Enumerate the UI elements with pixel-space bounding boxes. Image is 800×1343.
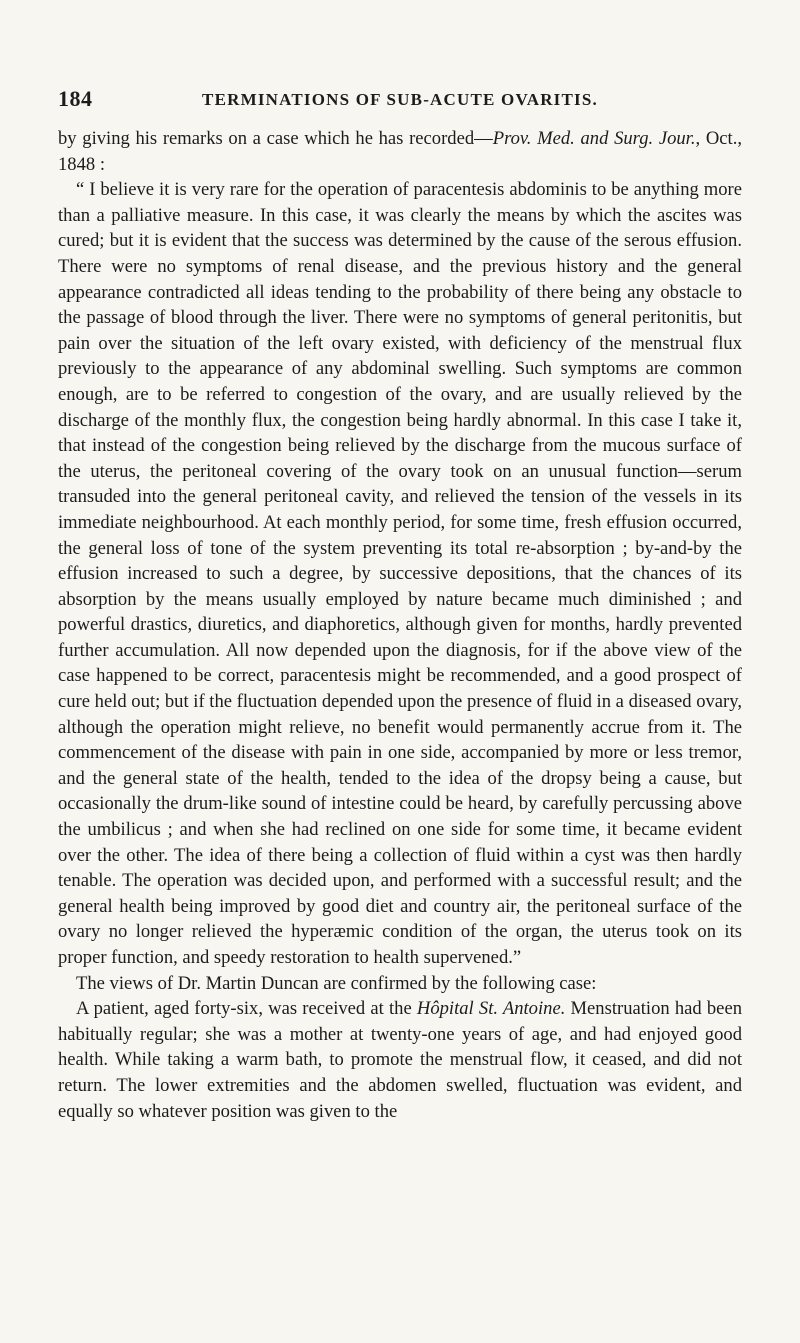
page-header <box>58 86 742 112</box>
running-title: TERMINATIONS OF SUB-ACUTE OVARITIS. <box>202 90 598 109</box>
transition-paragraph: The views of Dr. Martin Duncan are confirmed by the following case: <box>76 972 597 994</box>
journal-citation: Prov. Med. and Surg. Jour. <box>492 128 696 149</box>
hospital-name: Hôpital St. Antoine. <box>416 998 566 1020</box>
case-paragraph <box>58 996 742 1124</box>
page-number: 184 <box>58 86 93 111</box>
intro-text: by giving his remarks on a case which he has recorded— <box>58 128 493 149</box>
body-text <box>58 126 742 1124</box>
case-start: A patient, aged forty-six, was received at the <box>76 998 417 1020</box>
citation-date: , Oct., 1848 : <box>58 128 742 175</box>
case-text: Menstruation had been habitually regular; she was a mother at twenty-one years of age, and had enjoyed good health. While taking a warm bath, to promote the menstrual flow, it ceased, and did not return. The lower extremities and the abdomen swelled, fluctuation was evident, and equally so whatever position was given to the <box>58 998 742 1122</box>
quoted-passage: “ I believe it is very rare for the operation of paracentesis abdominis to be anything more than a palliative measure. In this case, it was clearly the means by which the ascites was cured; but it is evident that the success was determined by the cause of the serous effusion. There were no symptoms of renal disease, and the previous history and the general appearance contradicted all ideas tending to the probability of there being any obstacle to the passage of blood through the liver. There were no symptoms of general peritonitis, but pain over the situation of the left ovary existed, with deficiency of the menstrual flux previously to the appearance of any abdominal swelling. Such symptoms are common enough, are to be referred to congestion of the ovary, and are usually relieved by the discharge of the monthly flux, the congestion being hardly abnormal. In this case I take it, that instead of the congestion being relieved by the discharge from the mucous surface of the uterus, the peritoneal covering of the ovary took on an unusual function—serum transuded into the general peritoneal cavity, and relieved the tension of the vessels in its immediate neighbourhood. At each monthly period, for some time, fresh effusion occurred, the general loss of tone of the system preventing its total re-absorption ; by-and-by the effusion increased to such a degree, by successive depositions, that the chances of its absorption by the means usually employed by nature became much diminished ; and powerful drastics, diuretics, and diaphoretics, although given for months, hardly prevented further accumulation. All now depended upon the diagnosis, for if the above view of the case happened to be correct, paracentesis might be recommended, and a good prospect of cure held out; but if the fluctuation depended upon the presence of fluid in a diseased ovary, although the operation might relieve, no benefit would permanently accrue from it. The commencement of the disease with pain in one side, accompanied by more or less tremor, and the general state of the health, tended to the idea of the dropsy being a cause, but occasionally the drum-like sound of intestine could be heard, by carefully percussing above the umbilicus ; and when she had reclined on one side for some time, it became evident over the other. The idea of there being a collection of fluid within a cyst was then hardly tenable. The operation was decided upon, and performed with a successful result; and the general health being improved by good diet and country air, the peritoneal surface of the ovary no longer relieved the hyperæmic condition of the organ, the uterus took on its proper function, and speedy restoration to health supervened.” <box>58 179 742 968</box>
intro-paragraph <box>58 126 742 177</box>
